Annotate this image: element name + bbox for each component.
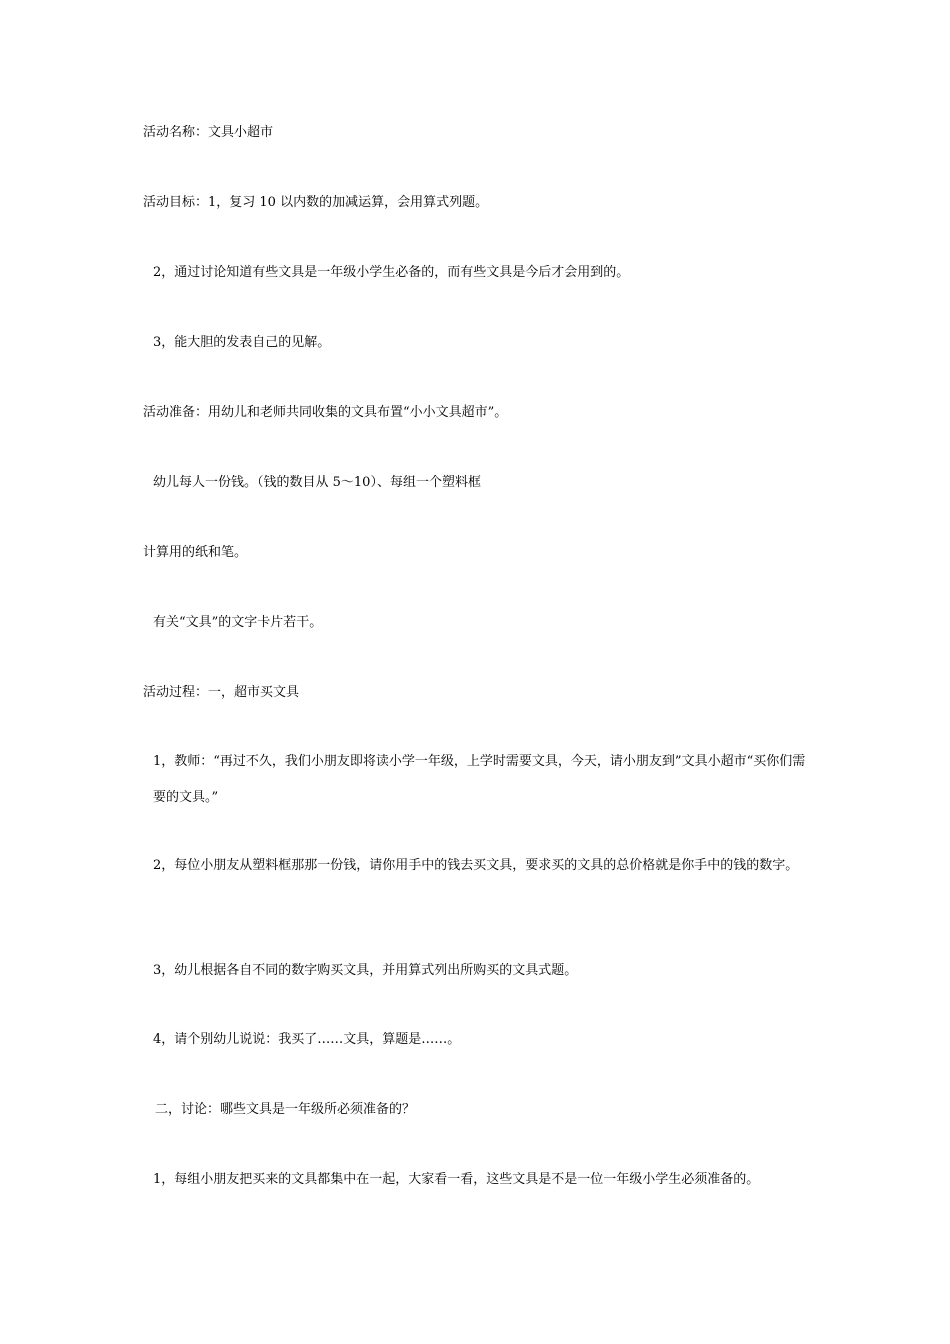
activity-name: 活动名称：文具小超市 [143,125,274,140]
activity-process-2: 二，讨论：哪些文具是一年级所必须准备的？ [155,1102,416,1117]
process-step-4: 4，请个别幼儿说说：我买了……文具，算题是……。 [153,1032,461,1047]
activity-goal-3: 3，能大胆的发表自己的见解。 [153,335,331,350]
activity-process-1: 活动过程：一，超市买文具 [143,685,300,700]
preparation-money: 幼儿每人一份钱。（钱的数目从 5～10）、每组一个塑料框 [153,475,481,490]
activity-goal-2: 2，通过讨论知道有些文具是一年级小学生必备的，而有些文具是今后才会用到的。 [153,265,630,280]
activity-goal-1: 活动目标：1，复习 10 以内数的加减运算，会用算式列题。 [143,195,489,210]
discussion-step-1: 1，每组小朋友把买来的文具都集中在一起，大家看一看，这些文具是不是一位一年级小学生必须准备的。 [153,1172,760,1187]
preparation-cards: 有关“文具”的文字卡片若干。 [153,615,323,630]
process-step-1: 1，教师：“再过不久，我们小朋友即将读小学一年级，上学时需要文具，今天，请小朋友到”文具小超市“买你们需要的文具。” [153,754,806,805]
activity-preparation: 活动准备：用幼儿和老师共同收集的文具布置“小小文具超市”。 [143,405,508,420]
process-step-2: 2，每位小朋友从塑料框那那一份钱，请你用手中的钱去买文具，要求买的文具的总价格就是你手中的钱的数字。 [153,858,799,873]
process-step-3: 3，幼儿根据各自不同的数字购买文具，并用算式列出所购买的文具式题。 [153,963,578,978]
preparation-paper: 计算用的纸和笔。 [143,545,248,560]
